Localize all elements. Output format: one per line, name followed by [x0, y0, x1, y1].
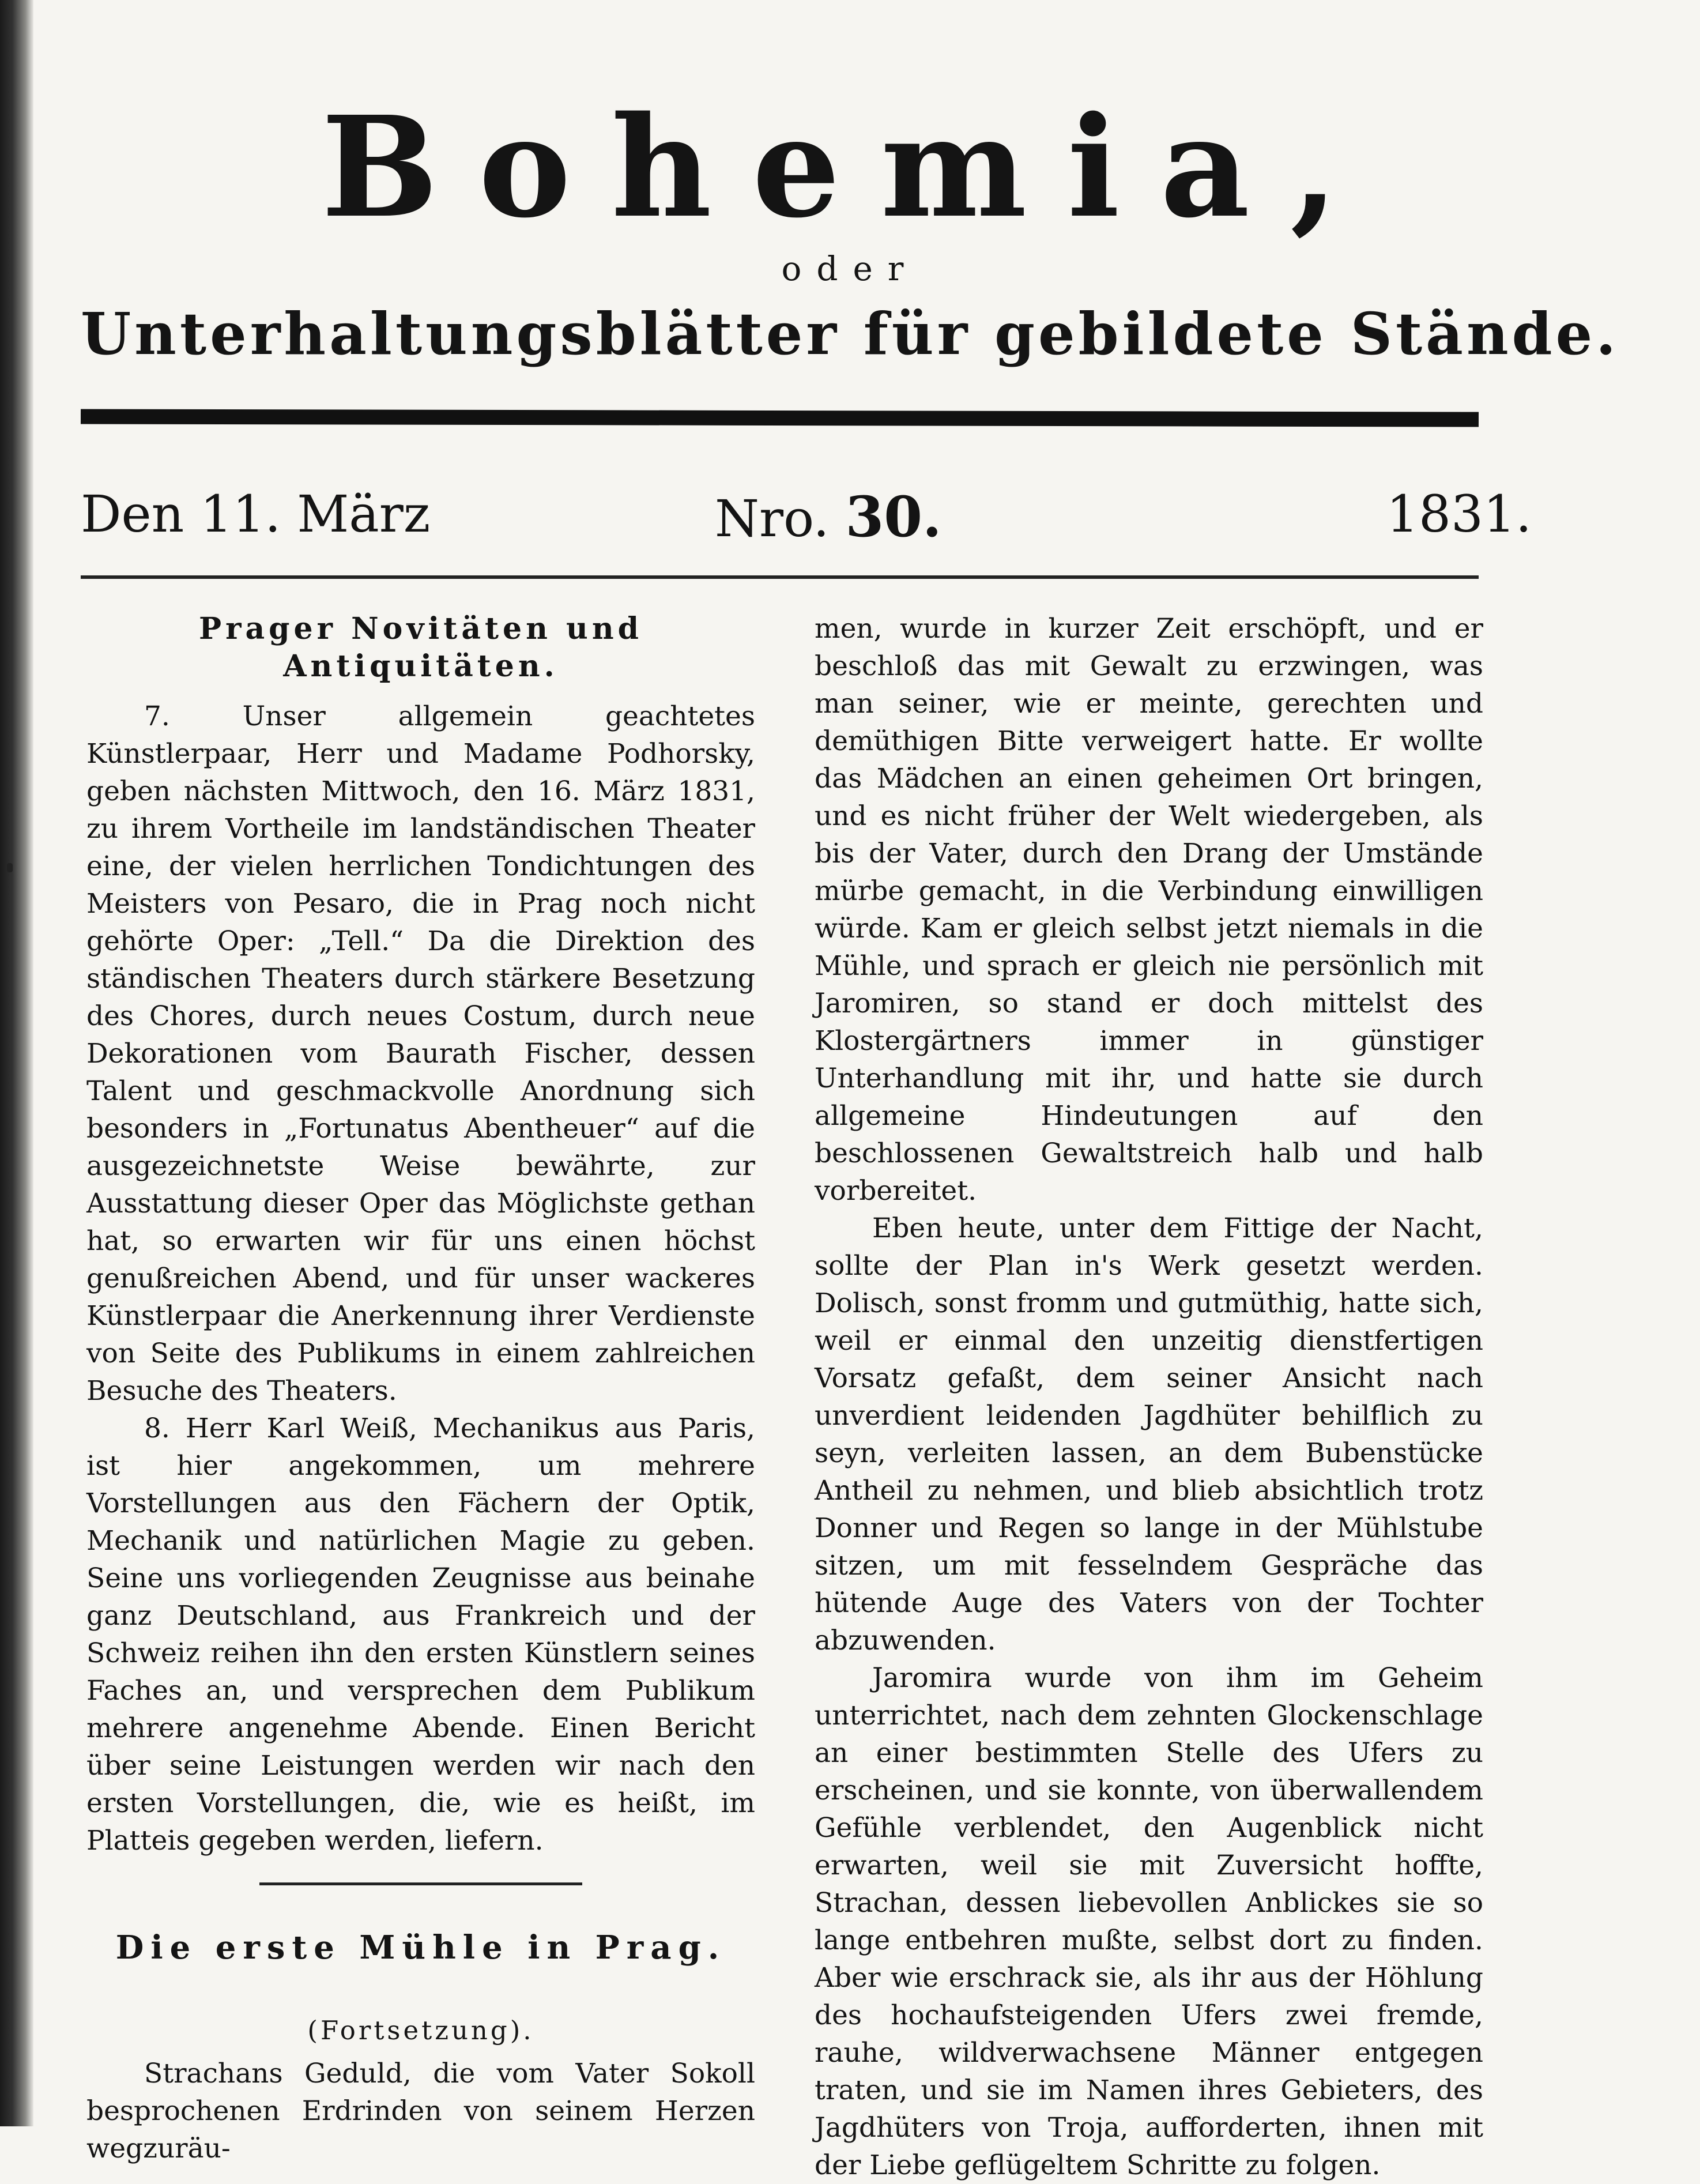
masthead-oder: oder — [781, 249, 919, 288]
header-rule — [81, 575, 1479, 579]
left-column — [86, 610, 755, 2167]
margin-ink-mark — [7, 863, 13, 872]
issue-date: Den 11. März — [81, 484, 431, 544]
right-column — [815, 610, 1483, 2184]
story-paragraph-1: Strachans Geduld, die vom Vater Sokoll besprochenen Erdrinden von seinem Herzen wegzuräu- — [86, 2058, 755, 2164]
masthead-title: Bohemia, — [321, 86, 1379, 248]
story-title: Die erste Mühle in Prag. — [115, 1929, 726, 1967]
story-paragraph-3: Eben heute, unter dem Fittige der Nacht, sollte der Plan in's Werk gesetzt werden. Dolisch, sonst fromm und gutmüthig, hatte sich, weil er einmal den unzeitig dienstfertigen Vorsatz gefaßt, dem seiner Ansicht nach unverdient leidenden Jagdhüter behilflich zu seyn, verleiten lassen, an dem Bubenstücke Antheil zu nehmen, und blieb absichtlich trotz Donner und Regen so lange in der Mühlstube sitzen, um mit fesselndem Gespräche das hütende Auge des Vaters von der Tochter abzuwenden. — [815, 1213, 1483, 1656]
issue-year: 1831. — [1386, 484, 1532, 544]
issue-number-value: 30. — [845, 484, 942, 549]
continuation-label: (Fortsetzung). — [307, 2015, 534, 2046]
issue-number-prefix: Nro. — [715, 489, 830, 548]
masthead-rule — [81, 409, 1479, 427]
news-item-8: 8. Herr Karl Weiß, Mechanikus aus Paris, ist hier angekommen, um mehrere Vorstellungen aus den Fächern der Optik, Mechanik und natürlichen Magie zu geben. Seine uns vorliegenden Zeugnisse aus beinahe ganz Deutschland, aus Frankreich und der Schweiz reihen ihn den ersten Künstlern seines Faches an, und versprechen dem Publikum mehrere angenehme Abende. Einen Bericht über seine Leistungen werden wir nach den ersten Vorstellungen, die, wie es heißt, im Platteis gegeben werden, liefern. — [86, 1413, 755, 1857]
section-divider — [259, 1882, 582, 1885]
story-paragraph-4: Jaromira wurde von ihm im Geheim unterrichtet, nach dem zehnten Glockenschlage an einer bestimmten Stelle des Ufers zu erscheinen, und sie konnte, von überwallendem Gefühle verblendet, den Augenblick nicht erwarten, weil sie mit Zuversicht hoffte, Strachan, dessen liebevollen Anblickes sie so lange entbehren mußte, selbst dort zu finden. Aber wie erschrack sie, als ihr aus der Höhlung des hochaufsteigenden Ufers zwei fremde, rauhe, wildverwachsene Männer entgegen traten, und sie im Namen ihres Gebieters, des Jagdhüters von Troja, aufforderten, ihnen mit der Liebe geflügeltem Schritte zu folgen. — [815, 1662, 1483, 2181]
issue-number — [715, 484, 941, 549]
section-heading: Prager Novitäten und Antiquitäten. — [198, 611, 643, 684]
news-item-7: 7. Unser allgemein geachtetes Künstlerpaar, Herr und Madame Podhorsky, geben nächsten Mittwoch, den 16. März 1831, zu ihrem Vortheile im landständischen Theater eine, der vielen herrlichen Tondichtungen des Meisters von Pesaro, die in Prag noch nicht gehörte Oper: „Tell.“ Da die Direktion des ständischen Theaters durch stärkere Besetzung des Chores, durch neues Costum, durch neue Dekorationen vom Baurath Fischer, dessen Talent und geschmackvolle Anordnung sich besonders in „Fortunatus Abentheuer“ auf die ausgezeichnetste Weise bewährte, zur Ausstattung dieser Oper das Möglichste gethan hat, so erwarten wir für uns einen höchst genußreichen Abend, und für unser wackeres Künstlerpaar die Anerkennung ihrer Verdienste von Seite des Publikums in einem zahlreichen Besuche des Theaters. — [86, 701, 755, 1407]
story-paragraph-2: men, wurde in kurzer Zeit erschöpft, und er beschloß das mit Gewalt zu erzwingen, was man seiner, wie er meinte, gerechten und demüthigen Bitte verweigert hatte. Er wollte das Mädchen an einen geheimen Ort bringen, und es nicht früher der Welt wiedergeben, als bis der Vater, durch den Drang der Umstände mürbe gemacht, in die Verbindung einwilligen würde. Kam er gleich selbst jetzt niemals in die Mühle, und sprach er gleich nie persönlich mit Jaromiren, so stand er doch mittelst des Klostergärtners immer in günstiger Unterhandlung mit ihr, und hatte sie durch allgemeine Hindeutungen auf den beschlossenen Gewaltstreich halb und halb vorbereitet. — [815, 613, 1483, 1207]
masthead-subtitle: Unterhaltungsblätter für gebildete Stände. — [80, 300, 1620, 368]
